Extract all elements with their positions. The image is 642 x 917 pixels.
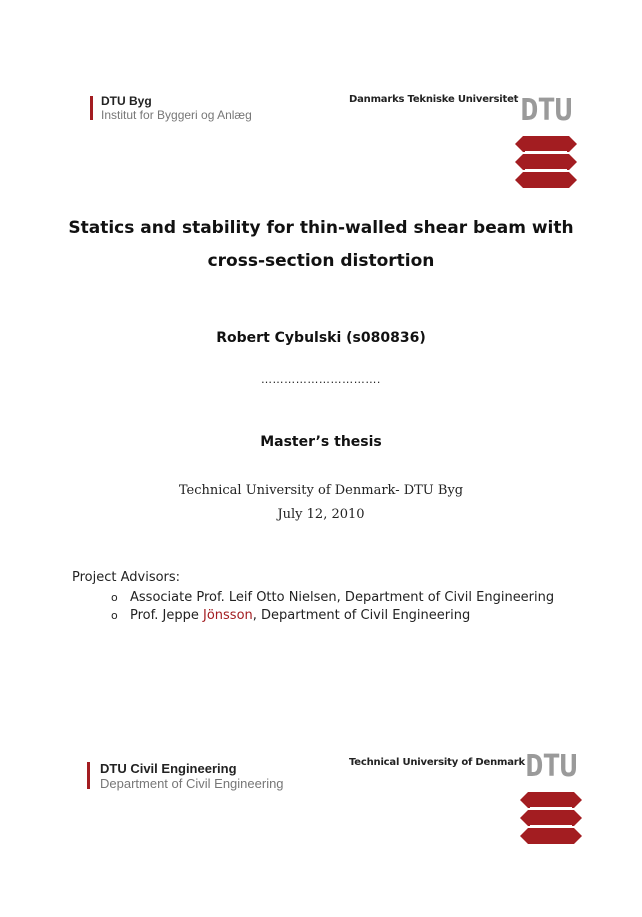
signature-line: …………………………. <box>260 373 382 386</box>
thesis-date: July 12, 2010 <box>277 507 365 522</box>
advisor-name-highlight: Jönsson <box>203 608 253 623</box>
dtu-logo-wordmark: DTU <box>520 93 572 128</box>
dtu-logo-emblem-icon <box>520 792 582 844</box>
affiliation: Technical University of Denmark- DTU Byg <box>178 483 464 498</box>
footer-university-name: Technical University of Denmark <box>349 757 525 768</box>
header-accent-bar <box>90 96 93 120</box>
thesis-title-line-2: cross-section distortion <box>207 251 435 271</box>
advisors-label: Project Advisors: <box>72 570 181 585</box>
thesis-title <box>0 212 642 278</box>
header-institute-name: DTU Byg <box>101 94 152 108</box>
header-institute-subtitle: Institut for Byggeri og Anlæg <box>101 108 252 122</box>
advisor-text-suffix: , Department of Civil Engineering <box>252 608 471 623</box>
thesis-title-line-1: Statics and stability for thin-walled shear beam with <box>68 218 574 238</box>
footer-institute-name: DTU Civil Engineering <box>100 761 237 776</box>
dtu-logo-wordmark: DTU <box>525 749 577 784</box>
advisor-item <box>111 608 470 623</box>
header-university-name: Danmarks Tekniske Universitet <box>349 94 519 105</box>
author-name: Robert Cybulski (s080836) <box>216 330 426 346</box>
footer-institute-subtitle: Department of Civil Engineering <box>100 776 284 791</box>
dtu-logo-emblem-icon <box>515 136 577 188</box>
advisor-item <box>111 590 554 605</box>
thesis-type: Master’s thesis <box>260 434 382 450</box>
footer-dtu-logo <box>520 749 582 844</box>
advisor-text: Associate Prof. Leif Otto Nielsen, Department of Civil Engineering <box>130 590 555 605</box>
footer-accent-bar <box>87 762 90 789</box>
header-dtu-logo <box>515 93 577 188</box>
bullet-icon: o <box>111 609 118 622</box>
advisor-text-prefix: Prof. Jeppe <box>130 608 203 623</box>
bullet-icon: o <box>111 591 118 604</box>
